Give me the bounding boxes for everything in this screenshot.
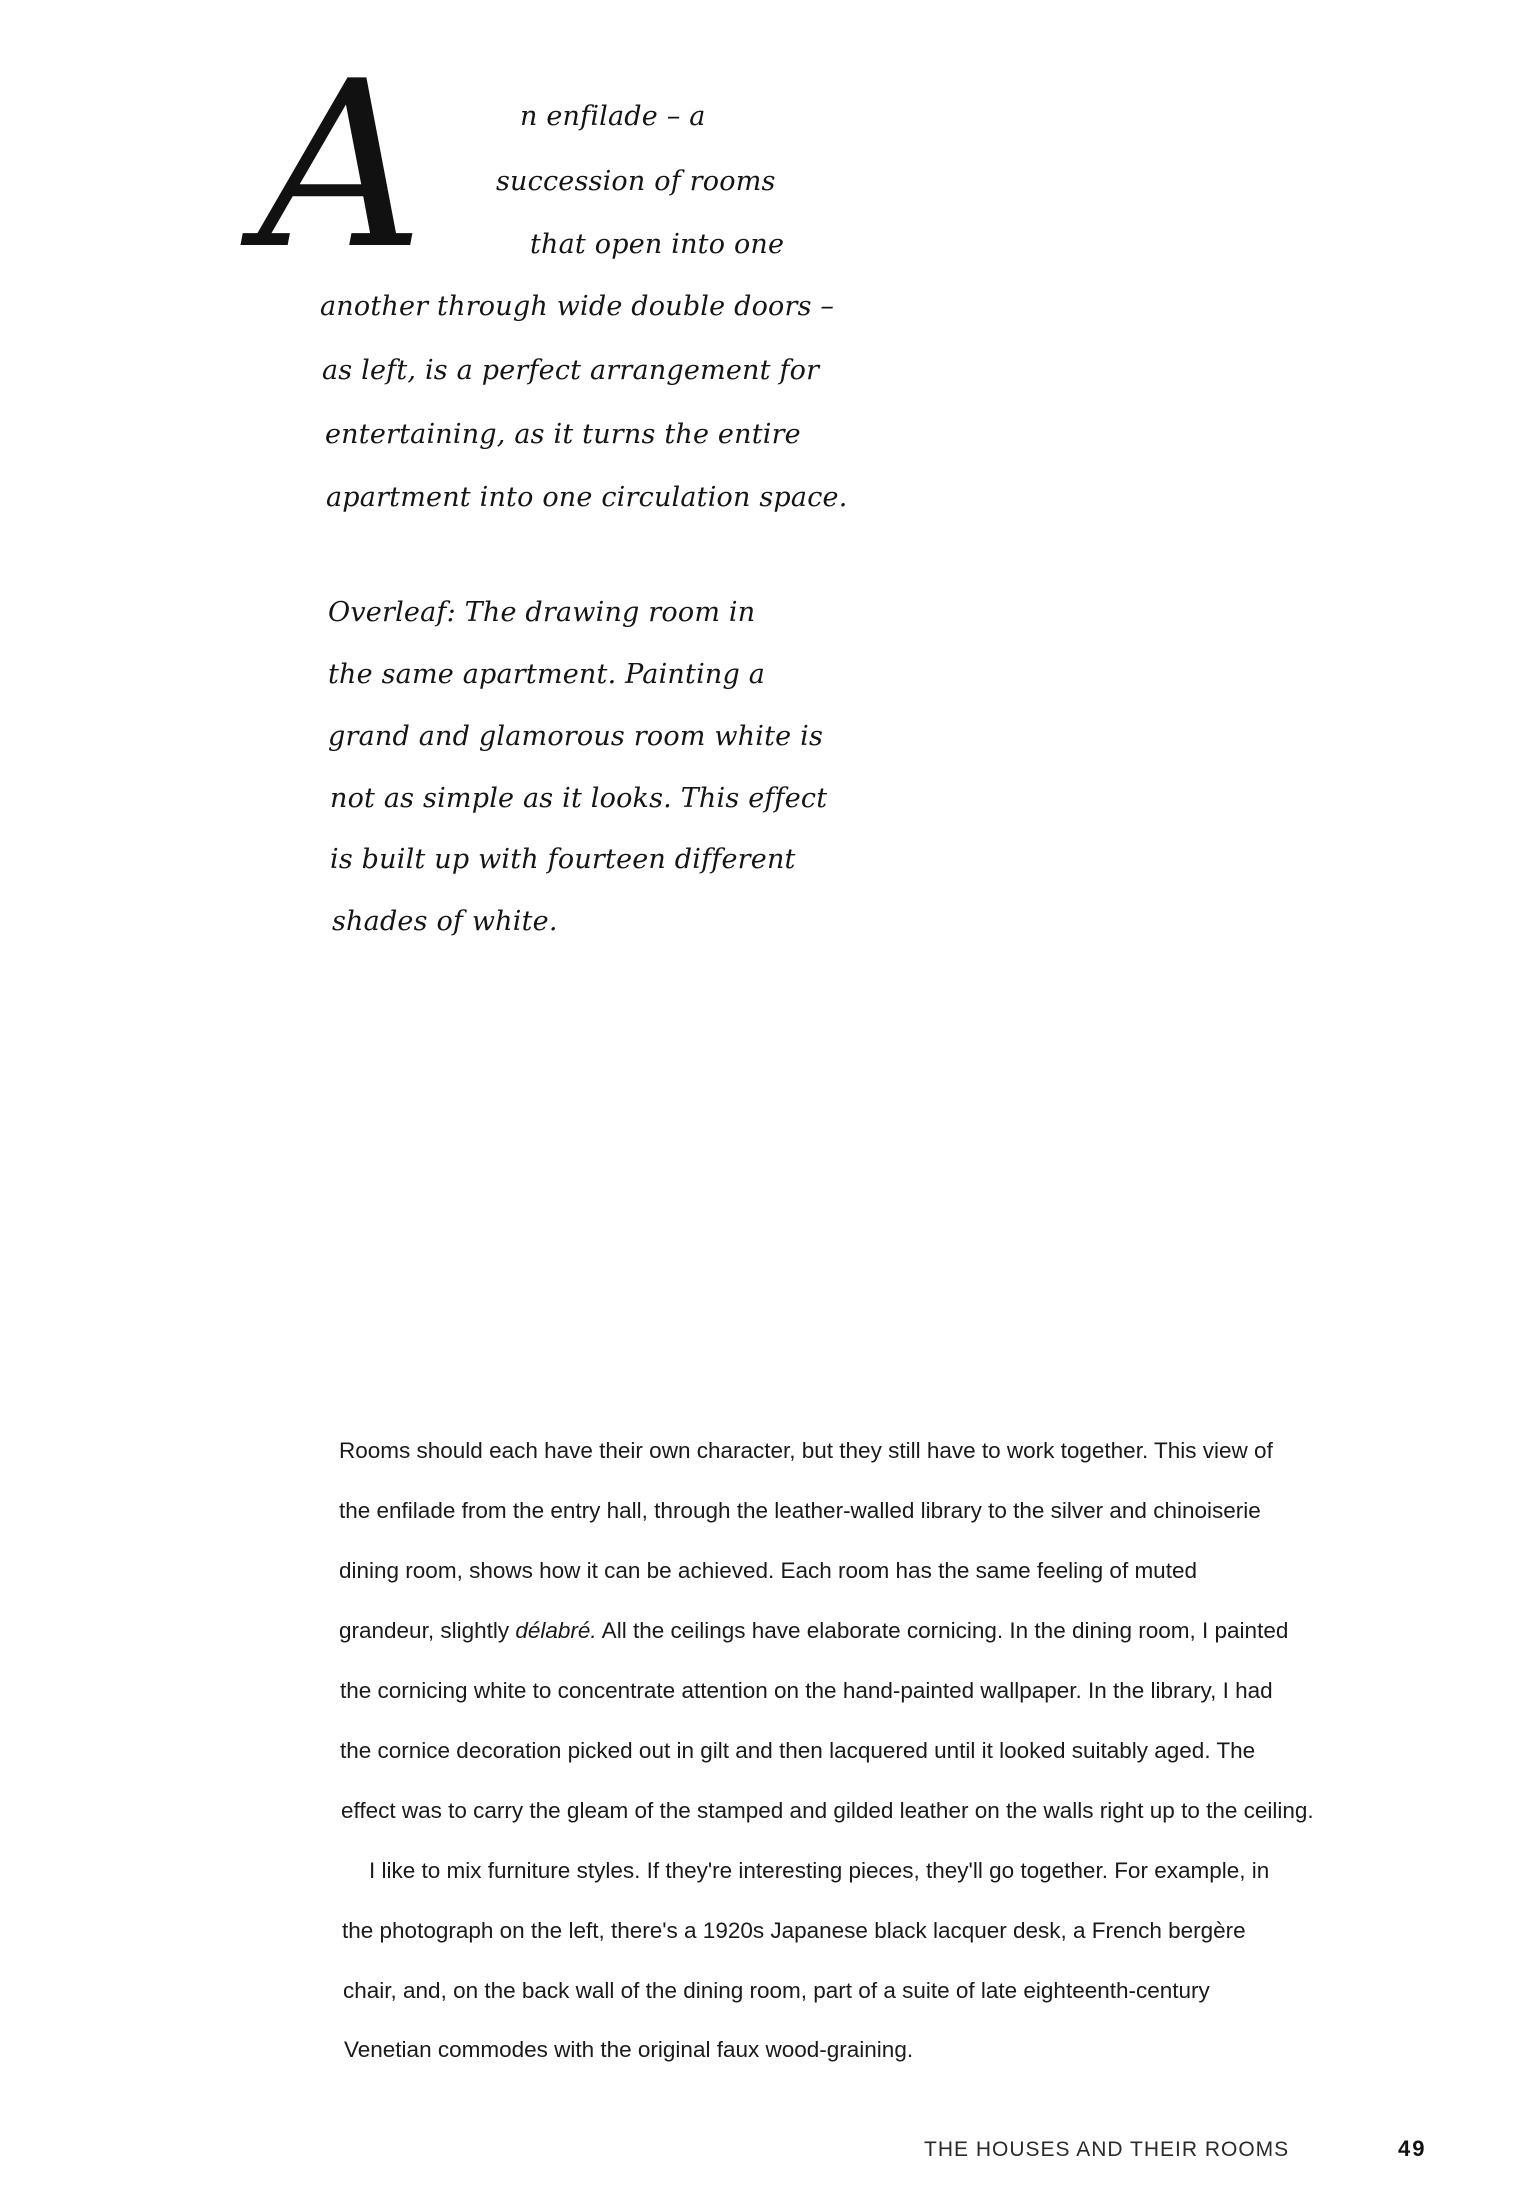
body-text: grandeur, slightly xyxy=(339,1618,516,1643)
page-number: 49 xyxy=(1398,2136,1427,2161)
caption-line: apartment into one circulation space. xyxy=(326,482,848,513)
caption-line: n enfilade – a xyxy=(520,101,706,132)
caption-line: succession of rooms xyxy=(496,166,776,197)
body-line: Rooms should each have their own character, but they still have to work together. This view of xyxy=(339,1438,1273,1463)
body-line xyxy=(339,1616,1288,1646)
overleaf-line: not as simple as it looks. This effect xyxy=(330,783,828,814)
caption-line: entertaining, as it turns the entire xyxy=(325,419,801,450)
overleaf-line: is built up with fourteen different xyxy=(330,844,796,875)
caption-line: another through wide double doors – xyxy=(320,291,835,322)
overleaf-line: grand and glamorous room white is xyxy=(328,721,823,752)
body-line: the photograph on the left, there's a 1920s Japanese black lacquer desk, a French bergère xyxy=(342,1918,1246,1943)
overleaf-line: the same apartment. Painting a xyxy=(328,659,766,690)
body-line: effect was to carry the gleam of the stamped and gilded leather on the walls right up to the ceiling. xyxy=(341,1798,1314,1823)
body-line: the cornicing white to concentrate attention on the hand-painted wallpaper. In the library, I had xyxy=(340,1678,1273,1703)
drop-cap: A xyxy=(258,33,425,300)
caption-line: that open into one xyxy=(530,229,785,260)
caption-line: as left, is a perfect arrangement for xyxy=(322,355,820,386)
body-line: I like to mix furniture styles. If they're interesting pieces, they'll go together. For example, in xyxy=(369,1858,1270,1883)
running-head: THE HOUSES AND THEIR ROOMS xyxy=(924,2138,1290,2161)
body-line: the enfilade from the entry hall, through the leather-walled library to the silver and chinoiserie xyxy=(339,1498,1261,1523)
overleaf-line: Overleaf: The drawing room in xyxy=(328,597,756,628)
body-line: the cornice decoration picked out in gilt and then lacquered until it looked suitably aged. The xyxy=(340,1738,1256,1763)
body-line: Venetian commodes with the original faux wood-graining. xyxy=(344,2037,914,2062)
overleaf-line: shades of white. xyxy=(332,906,558,937)
body-line: chair, and, on the back wall of the dining room, part of a suite of late eighteenth-century xyxy=(343,1978,1210,2003)
body-line: dining room, shows how it can be achieved. Each room has the same feeling of muted xyxy=(339,1558,1197,1583)
body-text: All the ceilings have elaborate cornicing. In the dining room, I painted xyxy=(596,1618,1289,1643)
italic-term: délabré. xyxy=(515,1618,597,1643)
